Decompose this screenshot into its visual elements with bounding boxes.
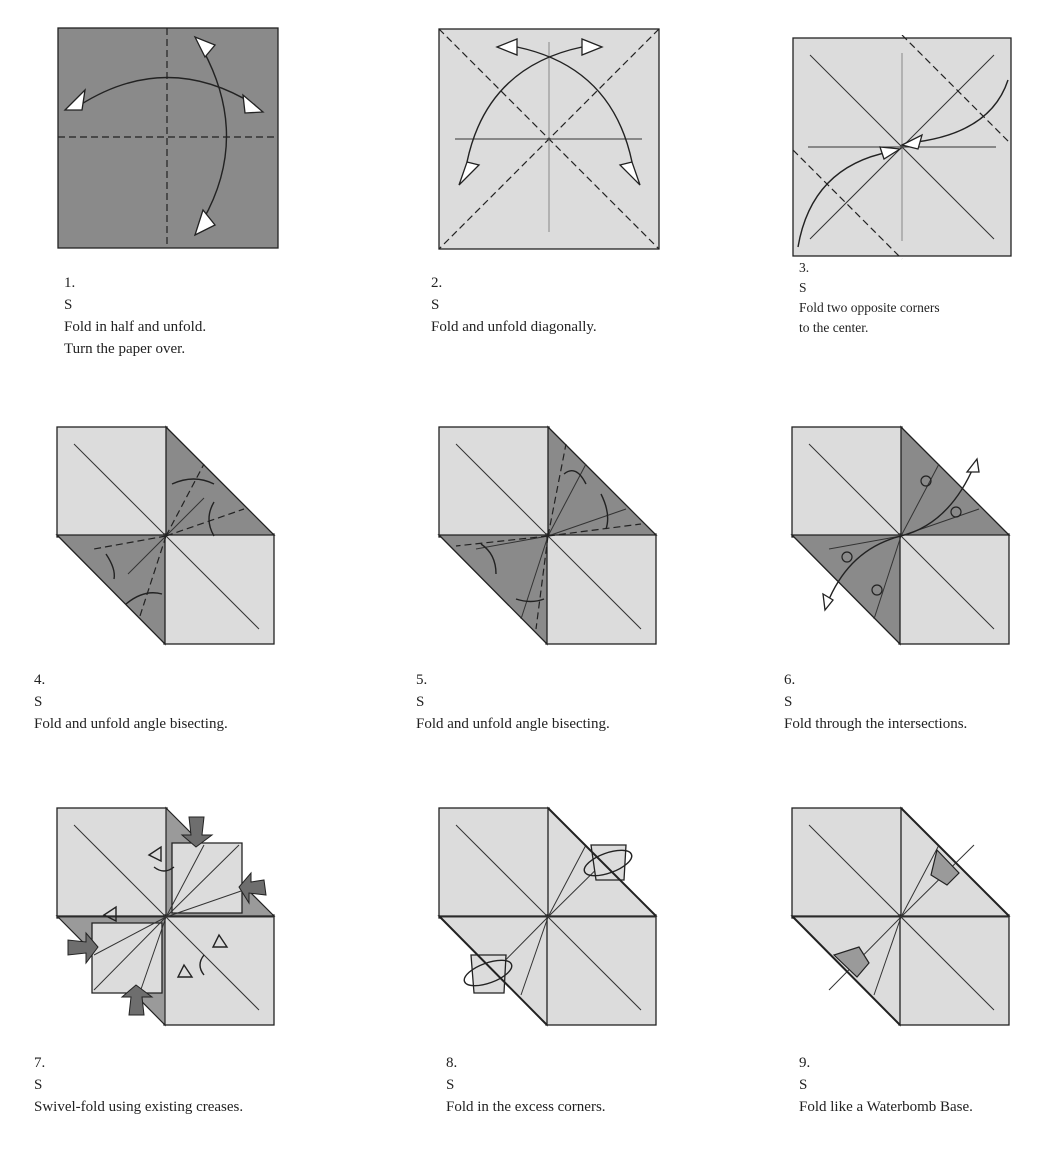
step-5-caption [416, 669, 610, 735]
step-9-caption [799, 1052, 973, 1118]
step-6-caption [784, 669, 967, 735]
step-text: Swivel-fold using existing creases. [34, 1099, 244, 1115]
step-2-caption [431, 272, 597, 338]
step-mark: S [799, 1077, 808, 1093]
step-number: 5. [416, 672, 428, 688]
step-1-caption [64, 272, 206, 360]
step-6-diagram [789, 424, 1015, 650]
step-5-diagram [436, 424, 662, 650]
step-8-caption [446, 1052, 606, 1118]
step-text: to the center. [799, 320, 869, 335]
step-mark: S [431, 297, 440, 313]
step-2-diagram [437, 27, 662, 252]
step-text: Fold like a Waterbomb Base. [799, 1099, 973, 1115]
step-mark: S [416, 694, 425, 710]
step-number: 2. [431, 275, 443, 291]
step-1-diagram [55, 25, 285, 255]
step-text: Fold and unfold diagonally. [431, 319, 597, 335]
step-7-diagram [54, 805, 280, 1031]
step-mark: S [64, 297, 73, 313]
step-number: 7. [34, 1055, 46, 1071]
step-text: Fold in half and unfold. [64, 319, 207, 335]
step-4-caption [34, 669, 228, 735]
step-text: Fold and unfold angle bisecting. [416, 716, 610, 732]
step-text: Turn the paper over. [64, 341, 186, 357]
step-text: Fold through the intersections. [784, 716, 968, 732]
step-mark: S [34, 1077, 43, 1093]
step-9-diagram [789, 805, 1015, 1031]
step-number: 8. [446, 1055, 458, 1071]
step-mark: S [446, 1077, 455, 1093]
step-7-caption [34, 1052, 243, 1118]
step-3-caption [799, 258, 940, 338]
step-text: Fold in the excess corners. [446, 1099, 606, 1115]
step-mark: S [799, 280, 807, 295]
step-number: 3. [799, 260, 810, 275]
step-mark: S [34, 694, 43, 710]
step-text: Fold and unfold angle bisecting. [34, 716, 228, 732]
step-4-diagram [54, 424, 280, 650]
step-number: 1. [64, 275, 76, 291]
step-number: 9. [799, 1055, 811, 1071]
step-8-diagram [436, 805, 662, 1031]
step-text: Fold two opposite corners [799, 300, 940, 315]
step-3-diagram [790, 35, 1015, 260]
step-mark: S [784, 694, 793, 710]
step-number: 6. [784, 672, 796, 688]
step-number: 4. [34, 672, 46, 688]
